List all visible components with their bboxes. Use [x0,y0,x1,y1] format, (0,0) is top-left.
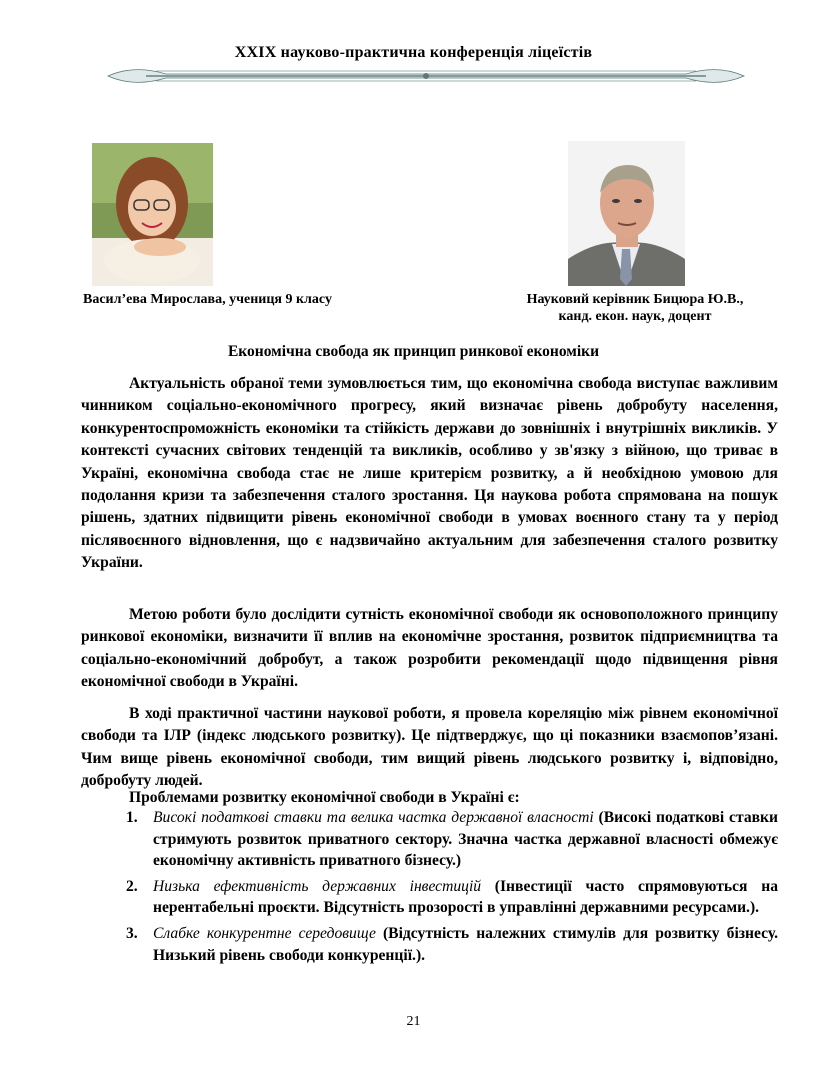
paragraph-relevance [81,373,778,575]
paragraph-goal [81,604,778,694]
problems-intro: Проблемами розвитку економічної свободи в Україні є: [129,789,520,806]
goal-text: було дослідити сутність економічної свободи як основоположного принципу ринкової економіки, визначити її вплив на економічне зростання, розвиток підприємництва та соціально-економічний добробут, а також розробити рекомендації щодо підвищення рівня економічної свободи в Україні. [81,606,779,691]
list-item [126,807,779,872]
practical-text: В ході практичної частини наукової роботи, я провела кореляцію між рівнем економічної свободи та ІЛР (індекс людського розвитку). Це підтверджує, що ці показники взаємопов’язані. Чим вище рівень економічної свободи, тим вищий рівень людського розвитку і, відповідно, добробуту людей. [81,705,778,790]
relevance-lead: Актуальність [129,375,226,392]
list-item-text: (Високі податкові ставки стримують розвиток приватного сектору. Значна частка державної власності обмежує економічну активність приватного бізнесу.) [153,809,779,870]
header-ornament [106,66,746,86]
page-header-title: XXIX науково-практична конференція ліцеїстів [234,44,593,61]
list-number: 2. [126,877,138,895]
page-number: 21 [406,1014,421,1029]
advisor-name: Науковий керівник Бицюра Ю.В., [526,292,744,307]
list-item-text: (Відсутність належних стимулів для розвитку бізнесу. Низький рівень свободи конкуренції.). [153,924,779,964]
list-item-title: Високі податкові ставки та велика частка державної власності [153,809,594,826]
list-item [126,876,778,919]
list-item-title: Низька ефективність державних інвестицій [153,877,482,895]
advisor-photo [568,141,685,286]
list-item-title: Слабке конкурентне середовище [153,924,376,942]
goal-lead: Метою роботи [129,606,231,623]
list-number: 3. [126,924,138,942]
list-item-text: (Інвестиції часто спрямовуються на нерентабельні проєкти. Відсутність прозорості в управлінні державними ресурсами.). [153,877,778,917]
relevance-text: обраної теми зумовлюється тим, що економічна свобода виступає важливим чинником соціально-економічного прогресу, який визначає рівень добробуту населення, конкурентоспроможність економіки та стійкість держави до зовнішніх і внутрішніх викликів. У контексті сучасних світових тенденцій та викликів, особливо у зв'язку з війною, що триває в Україні, економічна свобода стає не лише критерієм розвитку, а й необхідною умовою для подолання кризи та забезпечення сталого зростання. Ця наукова робота спрямована на пошук рішень, здатних підвищити рівень економічної свободи в умовах воєнного стану та у період післявоєнного відновлення, що є надзвичайно актуальним для забезпечення сталого розвитку України. [81,375,778,572]
student-caption: Васил’ева Мирослава, учениця 9 класу [83,292,332,307]
article-title: Економічна свобода як принцип ринкової економіки [227,343,600,360]
problems-list [126,807,779,970]
student-photo [92,143,213,286]
list-number: 1. [126,809,138,826]
advisor-caption [500,291,770,325]
advisor-degree: канд. екон. наук, доцент [558,309,712,324]
list-item [126,923,779,966]
paragraph-practical [81,703,778,793]
